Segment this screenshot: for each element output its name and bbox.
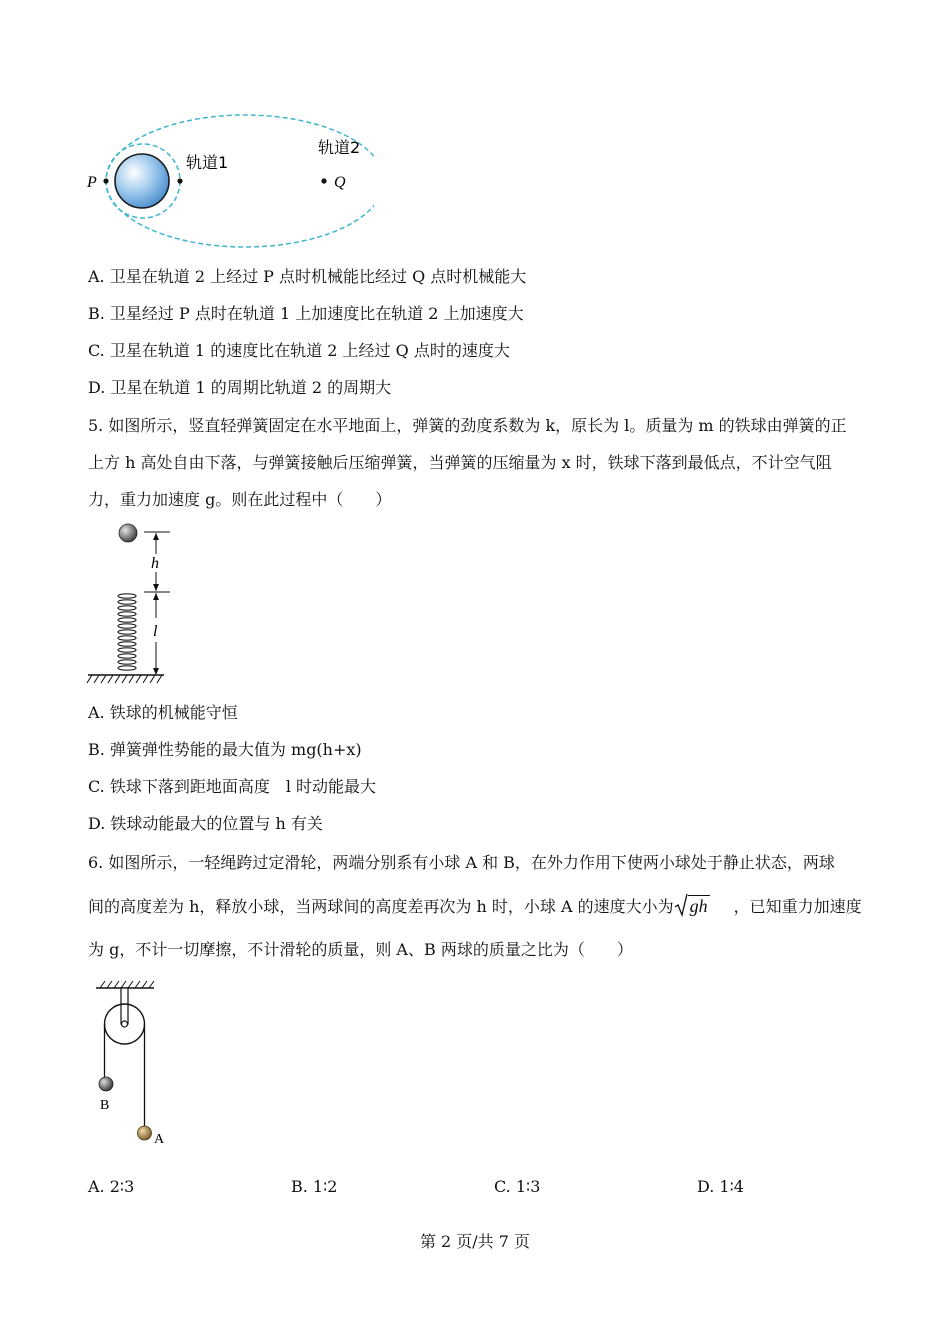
q4-option-d: D. 卫星在轨道 1 的周期比轨道 2 的周期大 xyxy=(88,378,392,397)
q6-option-a: A. 2∶3 xyxy=(88,1177,135,1196)
q4-option-c: C. 卫星在轨道 1 的速度比在轨道 2 上经过 Q 点时的速度大 xyxy=(88,341,510,360)
spring xyxy=(118,594,136,670)
q6-line2-after: ，已知重力加速度 xyxy=(733,897,862,916)
sqrt-sign xyxy=(674,893,688,917)
q4-option-a: A. 卫星在轨道 2 上经过 P 点时机械能比经过 Q 点时机械能大 xyxy=(88,267,527,286)
label-b: B xyxy=(100,1098,110,1113)
ball-a xyxy=(138,1126,152,1140)
sqrt-gh xyxy=(674,896,710,917)
q6-stem-line2 xyxy=(88,896,862,917)
label-h: h xyxy=(151,555,159,572)
ball-b xyxy=(99,1077,113,1091)
iron-ball xyxy=(119,524,137,542)
label-orbit1: 轨道1 xyxy=(186,153,229,172)
sqrt-radicand: gh xyxy=(689,896,708,916)
q5-option-a: A. 铁球的机械能守恒 xyxy=(88,703,238,722)
q6-option-d: D. 1∶4 xyxy=(697,1177,744,1196)
q6-option-b: B. 1∶2 xyxy=(291,1177,338,1196)
q5-option-c: C. 铁球下落到距地面高度 l 时动能最大 xyxy=(88,777,377,796)
q6-stem-line3: 为 g，不计一切摩擦，不计滑轮的质量，则 A、B 两球的质量之比为（ ） xyxy=(88,940,633,959)
orbit-figure xyxy=(84,108,374,258)
ceiling-hatch xyxy=(100,981,154,988)
label-q: Q xyxy=(334,174,346,191)
page-footer: 第 2 页/共 7 页 xyxy=(419,1232,531,1251)
q5-stem-line1: 5. 如图所示，竖直轻弹簧固定在水平地面上，弹簧的劲度系数为 k，原长为 l。质量为 m 的铁球由弹簧的正 xyxy=(88,416,847,435)
q4-option-b: B. 卫星经过 P 点时在轨道 1 上加速度比在轨道 2 上加速度大 xyxy=(88,304,524,323)
dimension-lines xyxy=(144,532,170,674)
label-p: P xyxy=(87,174,97,191)
q6-line2-before: 间的高度差为 h，释放小球，当两球间的高度差再次为 h 时，小球 A 的速度大小为 xyxy=(88,897,674,916)
ground-hatch xyxy=(87,675,162,683)
label-orbit2: 轨道2 xyxy=(318,138,361,157)
q6-stem-line1: 6. 如图所示，一轻绳跨过定滑轮，两端分别系有小球 A 和 B，在外力作用下使两小球处于静止状态，两球 xyxy=(88,853,835,872)
pulley-bracket xyxy=(121,988,128,1024)
q5-option-d: D. 铁球动能最大的位置与 h 有关 xyxy=(88,814,323,833)
label-l: l xyxy=(153,623,158,640)
q5-stem-line2: 上方 h 高处自由下落，与弹簧接触后压缩弹簧，当弹簧的压缩量为 x 时，铁球下落到最低点，不计空气阻 xyxy=(88,453,832,472)
q6-option-c: C. 1∶3 xyxy=(494,1177,541,1196)
q5-stem-line3: 力，重力加速度 g。则在此过程中（ ） xyxy=(88,490,392,509)
pulley-figure xyxy=(88,978,198,1150)
point-p xyxy=(103,178,108,183)
spring-figure xyxy=(84,518,184,690)
point-q xyxy=(321,178,326,183)
pulley-axle xyxy=(122,1021,128,1027)
q5-option-b: B. 弹簧弹性势能的最大值为 mg(h+x) xyxy=(88,740,362,759)
orbit-1-point xyxy=(177,178,182,183)
label-a: A xyxy=(154,1132,165,1147)
earth xyxy=(115,154,169,208)
